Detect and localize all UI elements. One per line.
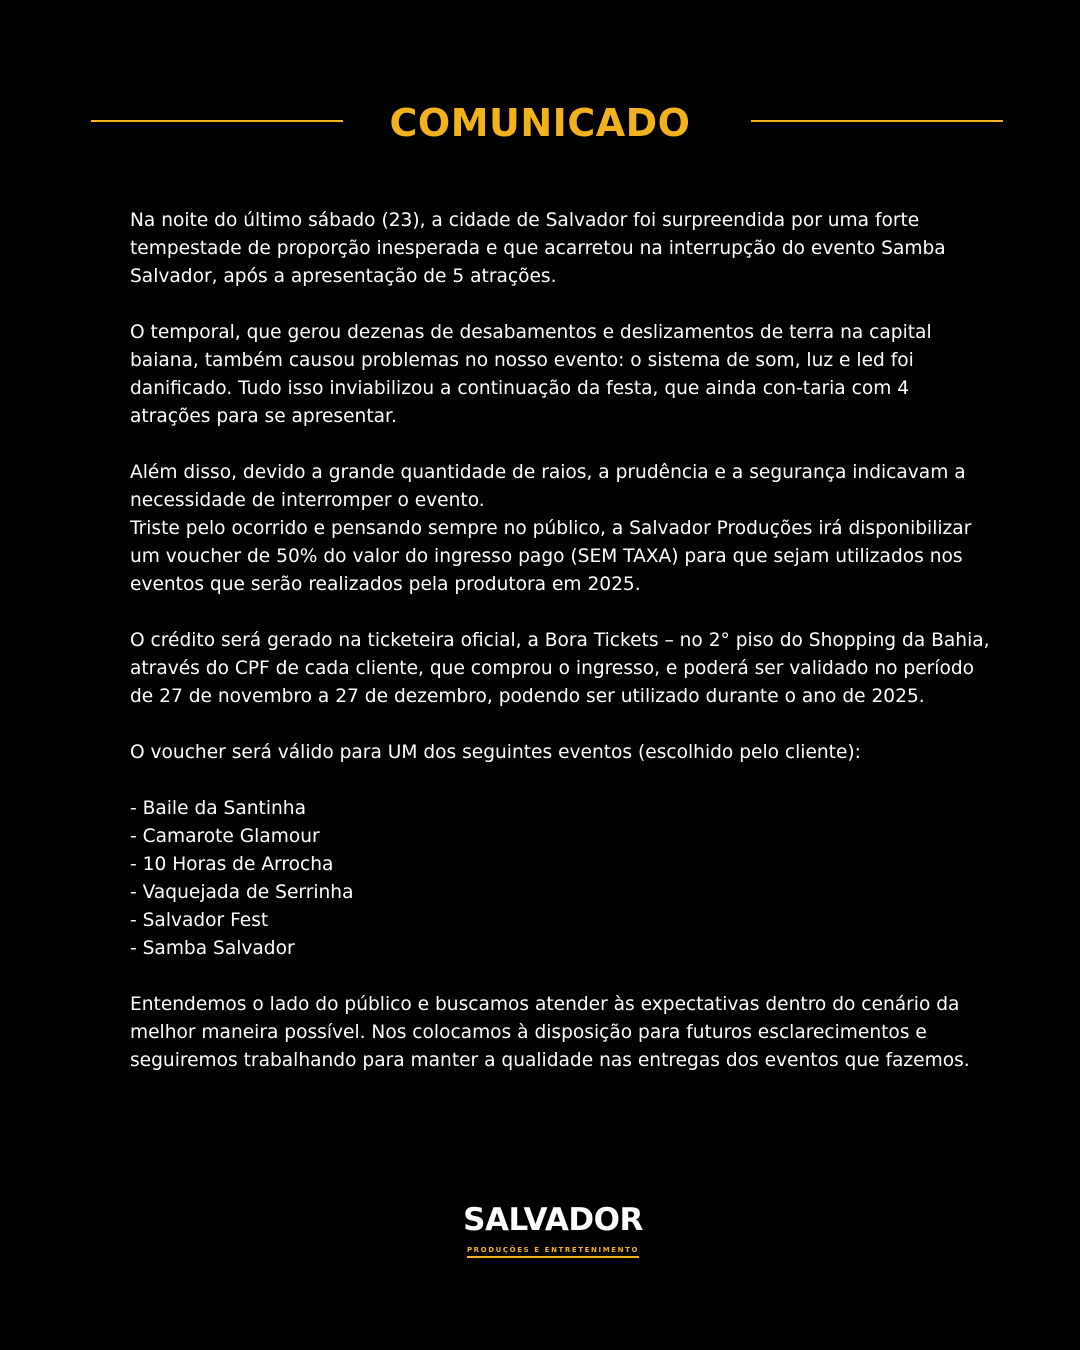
paragraph-events-intro: O voucher será válido para UM dos seguintes eventos (escolhido pelo cliente): xyxy=(130,742,861,763)
list-item: - Baile da Santinha xyxy=(130,798,306,819)
list-item: - Camarote Glamour xyxy=(130,826,320,847)
announcement-body xyxy=(130,207,990,1103)
logo-wordmark: SALVADOR xyxy=(463,1202,643,1238)
list-item: - Vaquejada de Serrinha xyxy=(130,882,354,903)
paragraph-credit: O crédito será gerado na ticketeira oficial, a Bora Tickets – no 2° piso do Shopping da Bahia, através do CPF de cada cliente, que comprou o ingresso, e poderá ser validado no período de 27 de novembro a 27 de dezembro, podendo ser utilizado durante o ano de 2025. xyxy=(130,630,990,707)
list-item: - Salvador Fest xyxy=(130,910,269,931)
page-title: COMUNICADO xyxy=(389,101,691,145)
paragraph-safety: Além disso, devido a grande quantidade de raios, a prudência e a segurança indicavam a necessidade de interromper o evento. xyxy=(130,462,966,511)
list-item: - 10 Horas de Arrocha xyxy=(130,854,334,875)
brand-logo xyxy=(440,1203,666,1258)
events-list xyxy=(130,795,990,963)
header-divider-right xyxy=(751,120,1003,122)
list-item: - Samba Salvador xyxy=(130,938,295,959)
paragraph-closing: Entendemos o lado do público e buscamos atender às expectativas dentro do cenário da melhor maneira possível. Nos colocamos à disposição para futuros esclarecimentos e seguiremos trabalhando para manter a qualidade nas entregas dos eventos que fazemos. xyxy=(130,994,970,1071)
paragraph-storm: Na noite do último sábado (23), a cidade de Salvador foi surpreendida por uma forte tempestade de proporção inesperada e que acarretou na interrupção do evento Samba Salvador, após a apresentação de 5 atrações. xyxy=(130,210,946,287)
paragraph-damage: O temporal, que gerou dezenas de desabamentos e deslizamentos de terra na capital baiana, também causou problemas no nosso evento: o sistema de som, luz e led foi danificado. Tudo isso inviabilizou a continuação da festa, que ainda con-taria com 4 atrações para se apresentar. xyxy=(130,322,932,427)
paragraph-voucher: Triste pelo ocorrido e pensando sempre no público, a Salvador Produções irá disponibilizar um voucher de 50% do valor do ingresso pago (SEM TAXA) para que sejam utilizados nos eventos que serão realizados pela produtora em 2025. xyxy=(130,518,972,595)
logo-tagline: PRODUÇÕES E ENTRETENIMENTO xyxy=(467,1246,639,1258)
header xyxy=(0,98,1080,154)
